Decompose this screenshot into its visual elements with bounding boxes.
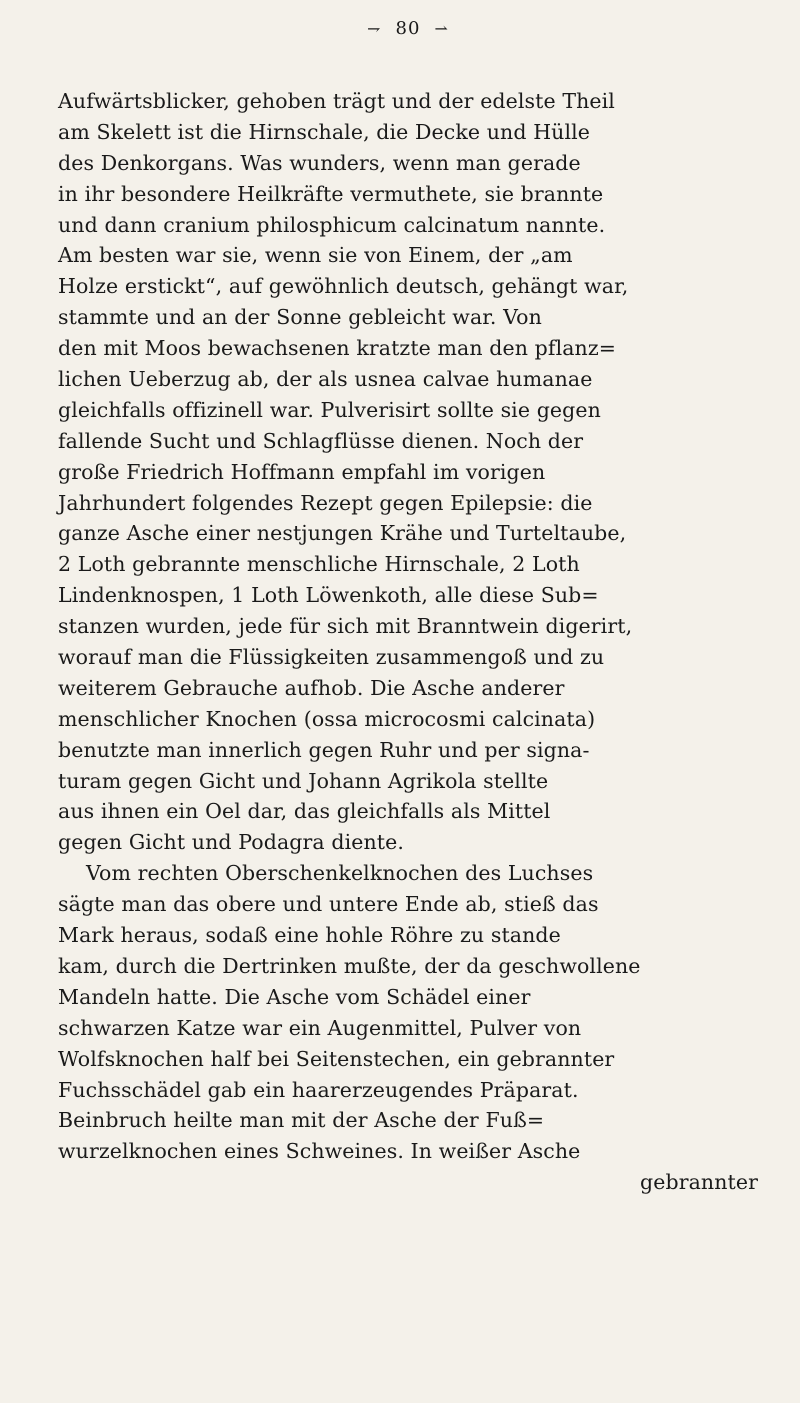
text-line: Aufwärtsblicker, gehoben trägt und der edelste Theil: [58, 89, 615, 113]
body-text: [58, 86, 758, 1198]
text-line: Am besten war sie, wenn sie von Einem, der „am: [58, 243, 573, 268]
text-line: große Friedrich Hoffmann empfahl im vorigen: [58, 459, 546, 484]
catchword: gebrannter: [640, 1170, 758, 1195]
text-line: schwarzen Katze war ein Augenmittel, Pulver von: [58, 1015, 582, 1040]
text-line: Beinbruch heilte man mit der Asche der Fuß=: [58, 1108, 545, 1133]
text-line: worauf man die Flüssigkeiten zusammengoß und zu: [58, 645, 605, 670]
book-page: [58, 18, 758, 1388]
text-line: stanzen wurden, jede für sich mit Branntwein digerirt,: [58, 614, 633, 639]
text-line: den mit Moos bewachsenen kratzte man den pflanz=: [58, 336, 617, 361]
left-ornament: ⇁: [367, 19, 382, 38]
text-line: lichen Ueberzug ab, der als usnea calvae humanae: [58, 367, 593, 392]
text-line: aus ihnen ein Oel dar, das gleichfalls als Mittel: [58, 799, 551, 824]
text-line: ganze Asche einer nestjungen Krähe und Turteltaube,: [58, 521, 627, 546]
text-line: wurzelknochen eines Schweines. In weißer Asche: [58, 1139, 581, 1164]
text-line: gleichfalls offizinell war. Pulverisirt sollte sie gegen: [58, 397, 601, 422]
text-line: Wolfsknochen half bei Seitenstechen, ein gebrannter: [58, 1046, 615, 1071]
text-line: Fuchsschädel gab ein haarerzeugendes Präparat.: [58, 1077, 579, 1102]
text-line: Mandeln hatte. Die Asche vom Schädel einer: [58, 984, 531, 1009]
text-line: Lindenknospen, 1 Loth Löwenkoth, alle diese Sub=: [58, 583, 599, 608]
text-line: sägte man das obere und untere Ende ab, stieß das: [58, 892, 599, 917]
text-line: und dann cranium philosphicum calcinatum nannte.: [58, 212, 606, 237]
page-header: [58, 18, 758, 39]
text-line: am Skelett ist die Hirnschale, die Decke und Hülle: [58, 119, 591, 144]
right-ornament: ⇀: [434, 19, 449, 38]
text-line: kam, durch die Dertrinken mußte, der da geschwollene: [58, 953, 641, 978]
text-line: in ihr besondere Heilkräfte vermuthete, sie brannte: [58, 181, 604, 206]
paragraph-start-line: Vom rechten Oberschenkelknochen des Luchses: [86, 861, 594, 886]
text-line: menschlicher Knochen (ossa microcosmi calcinata): [58, 706, 596, 731]
text-line: Holze erstickt“, auf gewöhnlich deutsch, gehängt war,: [58, 274, 629, 299]
text-line: fallende Sucht und Schlagflüsse dienen. Noch der: [58, 428, 584, 453]
text-line: turam gegen Gicht und Johann Agrikola stellte: [58, 768, 549, 793]
text-line: 2 Loth gebrannte menschliche Hirnschale, 2 Loth: [58, 552, 580, 577]
text-line: benutzte man innerlich gegen Ruhr und per signa-: [58, 737, 590, 762]
text-line: weiterem Gebrauche aufhob. Die Asche anderer: [58, 675, 565, 700]
text-line: gegen Gicht und Podagra diente.: [58, 830, 404, 855]
text-line: Jahrhundert folgendes Rezept gegen Epilepsie: die: [58, 490, 593, 515]
text-line: des Denkorgans. Was wunders, wenn man gerade: [58, 150, 581, 175]
page-number: 80: [395, 18, 421, 39]
text-line: Mark heraus, sodaß eine hohle Röhre zu stande: [58, 923, 561, 948]
text-line: stammte und an der Sonne gebleicht war. Von: [58, 305, 542, 330]
